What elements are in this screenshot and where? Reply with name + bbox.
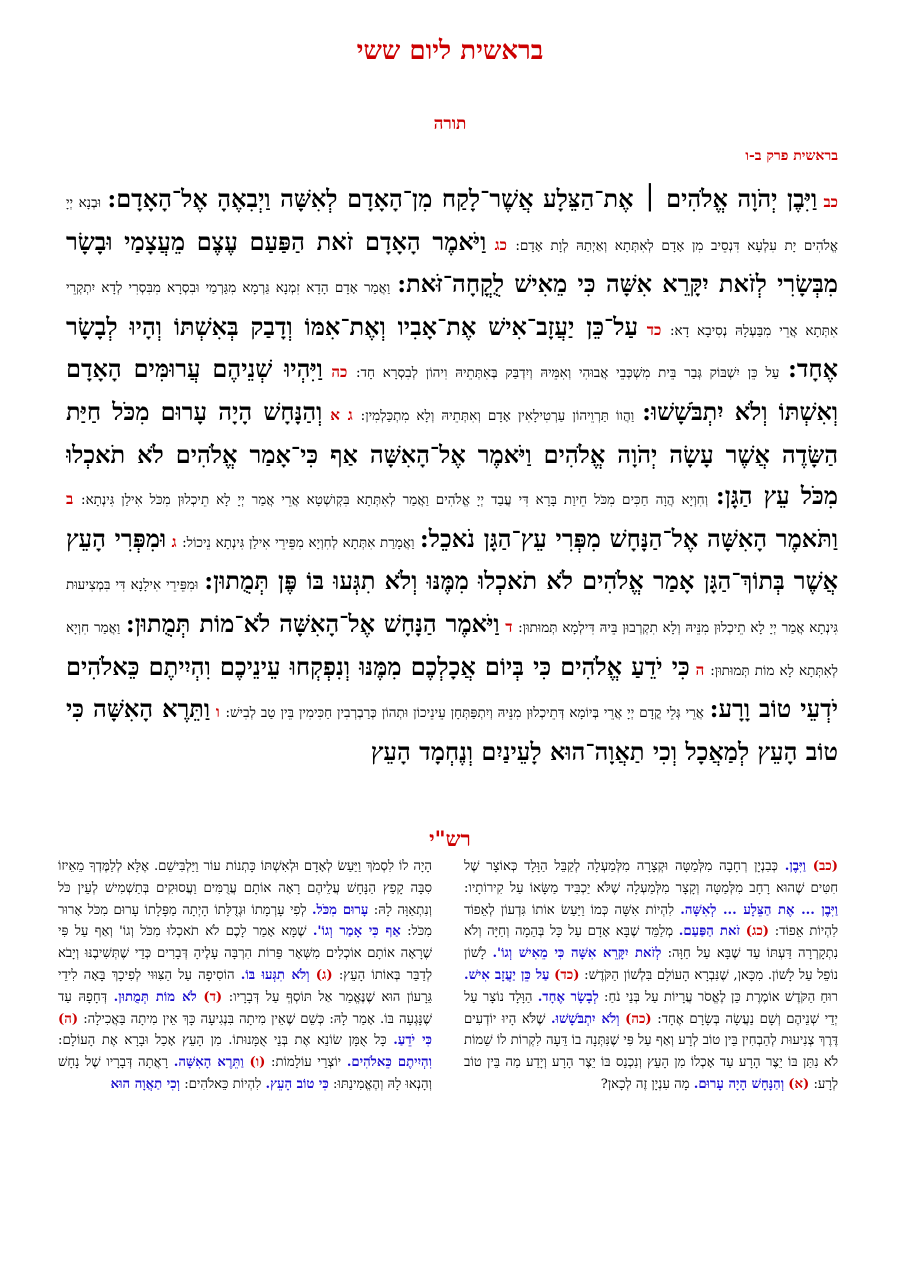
rashi-dibur-hamatchil: זֹאת הַפַּעַם. xyxy=(678,924,741,940)
targum-verse: וּבְנָא יְיָ אֱלֹהִים יָת עִלְעָא דִּנְסֵיב מִן אָדָם לְאִתְּתָא וְאַיְתַהּ לְוָת אָדָם: xyxy=(66,195,838,254)
rashi-column-right xyxy=(464,856,838,1258)
rashi-dibur-hamatchil: וְלֹא יִתְבֹּשָׁשׁוּ. xyxy=(551,1011,620,1027)
rashi-comment-text: מָה עִנְיָן זֶה לְכָאן? xyxy=(600,1076,690,1092)
rashi-column-left xyxy=(58,856,432,1258)
rashi-comment xyxy=(180,1077,329,1092)
rashi-comment-text: יוֹצְרֵי עוֹלָמוֹת: xyxy=(271,1055,342,1071)
rashi-dibur-hamatchil: וְכִי תַאֲוָה הוּא xyxy=(110,1076,181,1092)
verse-number: כב xyxy=(823,193,838,211)
torah-verse: עַל־כֵּן יַעֲזָב־אִישׁ אֶת־אָבִיו וְאֶת־אִמּוֹ וְדָבַק בְּאִשְׁתּוֹ וְהָיוּ לְבָשָׂר אֶחָד: xyxy=(66,311,838,384)
targum-verse: וַאֲמַר אָדָם הָדָא זִמְנָא גַּרְמָא מִגַּרְמַי וּבִסְרָא מִבִּסְרִי לְדָא יִתְקְרֵי אִתְּתָא אֲרֵי מִבַּעְלָהּ נְסִיבָא דָא: xyxy=(66,280,838,339)
torah-verse: וַיֹּאמֶר הָאָדָם זֹאת הַפַּעַם עֶצֶם מֵעֲצָמַי וּבָשָׂר מִבְּשָׂרִי לְזֹאת יִקָּרֵא אִשָּׁה כִּי מֵאִישׁ לֻקֳחָה־זֹּאת: xyxy=(66,226,838,299)
rashi-comment xyxy=(464,859,838,896)
verse-number: ו xyxy=(215,703,220,722)
rashi-verse-marker: (ד) xyxy=(203,989,223,1005)
rashi-comment-text: הָיָה לוֹ לִסְמֹךְ וַיַּעַשׂ לְאָדָם וּלְאִשְׁתּוֹ כָּתְנוֹת עוֹר וַיַּלְבִּישֵׁם. אֶלָּא לְלַמֶּדְךָ מֵאֵיזוֹ סִבָּה קָפַץ הַנָּחָשׁ עֲלֵיהֶם רָאָה אוֹתָם עֲרֻמִּים וַעֲסוּקִים בְּתַשְׁמִישׁ לְעֵין כֹּל וְנִתְאַוָּה לָהּ: xyxy=(58,859,432,918)
verse-number: כה xyxy=(331,363,348,382)
rashi-dibur-hamatchil: עָרוּם מִכֹּל. xyxy=(311,902,369,918)
verse-number: ג xyxy=(171,532,177,551)
torah-verse: וַיִּהְיוּ שְׁנֵיהֶם עֲרוּמִּים הָאָדָם וְאִשְׁתּוֹ וְלֹא יִתְבֹּשָׁשׁוּ: xyxy=(66,354,838,426)
verse-number: ד xyxy=(505,617,513,636)
rashi-verse-marker: (כד) xyxy=(554,967,580,983)
rashi-comment xyxy=(601,1077,809,1092)
rashi-comment-text: לָשׁוֹן נוֹפֵל עַל לָשׁוֹן. מִכָּאן, שֶׁנִּבְרָא הָעוֹלָם בִּלְשׁוֹן הַקֹּדֶשׁ: xyxy=(464,946,838,983)
rashi-dibur-hamatchil: וַיִּבֶן ... אֶת הַצֵּלָע ... לְאִשָּׁה. xyxy=(680,902,838,918)
rashi-dibur-hamatchil: כִּי טוֹב הָעֵץ. xyxy=(265,1076,329,1092)
targum-verse: וְחִוְיָא הֲוָה חַכִּים מִכֹּל חֵיוַת בָּרָא דִּי עֲבַד יְיָ אֱלֹהִים וַאֲמַר לְאִתְּתָא בִּקְושְׁטָא אֲרֵי אֲמַר יְיָ לָא תֵיכְלוּן מִכֹּל אִילַן גִּינְתָא: xyxy=(81,492,709,509)
rashi-verse-marker: (ו) xyxy=(249,1055,266,1071)
torah-verse: וַתֵּרֶא הָאִשָּׁה כִּי טוֹב הָעֵץ לְמַאֲכָל וְכִי תַאֲוָה־הוּא לָעֵינַיִם וְנֶחְמָד הָעֵץ xyxy=(66,694,838,766)
rashi-comment-text: כָּל אֻמָּן שׂוֹנֵא אֶת בְּנֵי אֻמָּנוּתוֹ. מִן הָעֵץ אָכַל וּבָרָא אֶת הָעוֹלָם: xyxy=(58,1033,387,1049)
verse-number: ה xyxy=(695,660,705,679)
rashi-comment-text: שֶׁלֹּא הָיוּ יוֹדְעִים דֶּרֶךְ צְנִיעוּת לְהַבְחִין בֵּין טוֹב לְרָע וְאַף עַל פִּי שֶׁנִּתְּנָה בוֹ דֵּעָה לִקְרוֹת לוֹ שֵׁמוֹת לֹא נִתַּן בּוֹ יֵצֶר הָרָע עַד אָכְלוֹ מִן הָעֵץ וְנִכְנַס בּוֹ יֵצֶר הָרָע וְיָדַע מַה בֵּין טוֹב לְרָע: xyxy=(464,1011,838,1092)
rashi-verse-marker: (ה) xyxy=(58,1011,79,1027)
rashi-comment-text: הוֹסִיפָה עַל הַצִּוּוּי לְפִיכָךְ בָּאָה לִידֵי גֵּרָעוֹן הוּא שֶׁנֶּאֱמַר אַל תּוֹסְףְּ עַל דְּבָרָיו: xyxy=(58,967,432,1005)
rashi-comment-text: דְּחָפָהּ עַד שֶׁנָּגְעָה בּוֹ. אָמַר לָהּ: כְּשֵׁם שֶׁאֵין מִיתָה בִּנְגִיעָה כָּךְ אֵין מִיתָה בַּאֲכִילָה: xyxy=(58,989,432,1027)
torah-verse: וַיֹּאמֶר הַנָּחָשׁ אֶל־הָאִשָּׁה לֹא־מוֹת תְּמֻתוּן: xyxy=(125,608,500,638)
verse-number: ב xyxy=(66,490,74,509)
torah-verse: וְהַנָּחָשׁ הָיָה עָרוּם מִכֹּל חַיַּת הַשָּׂדֶה אֲשֶׁר עָשָׂה יְהֹוָה אֱלֹהִים וַיֹּאמֶר אֶל־הָאִשָּׁה אַף כִּי־אָמַר אֱלֹהִים לֹא תֹאכְלוּ מִכֹּל עֵץ הַגָּן: xyxy=(66,396,838,511)
rashi-verse-marker: (ג) xyxy=(315,967,333,983)
rashi-comment xyxy=(265,1055,432,1070)
targum-verse: וַהֲווֹ תַּרְוֵיהוֹן עַרְטִילָאִין אָדָם וְאִתְּתֵיהּ וְלָא מִתְכַּלְמִין: xyxy=(360,407,635,424)
torah-verse: וַתֹּאמֶר הָאִשָּׁה אֶל־הַנָּחָשׁ מִפְּרִי עֵץ־הַגָּן נֹאכֵל: xyxy=(419,523,838,553)
verse-number: א xyxy=(330,405,340,424)
rashi-heading: רש"י xyxy=(429,826,471,851)
rashi-comment-text: רוּחַ הַקֹּדֶשׁ אוֹמֶרֶת כֵּן לֶאֱסֹר עֲרָיוֹת עַל בְּנֵי נֹחַ: xyxy=(604,989,838,1005)
torah-verse: וּמִפְּרִי הָעֵץ אֲשֶׁר בְּתוֹךְ־הַגָּן אָמַר אֱלֹהִים לֹא תֹאכְלוּ מִמֶּנּוּ וְלֹא תִגְּעוּ בּוֹ פֶּן תְּמֻתוּן: xyxy=(66,523,838,596)
targum-verse: וּמִפֵּירֵי אִילָנָא דִּי בִּמְצִיעוּת גִּינְתָא אֲמַר יְיָ לָא תֵיכְלוּן מִנֵּיהּ וְלָא תִקְרְבוּן בֵּיהּ דִּילְמָא תְּמוּתוּן: xyxy=(66,577,838,636)
rashi-dibur-hamatchil: וְהַנָּחָשׁ הָיָה עָרוּם. xyxy=(693,1076,785,1092)
verse-number: כד xyxy=(646,320,662,339)
rashi-verse-marker: (כב) xyxy=(812,859,838,874)
torah-verse: כִּי יֹדֵעַ אֱלֹהִים כִּי בְּיוֹם אֲכָלְכֶם מִמֶּנּוּ וְנִפְקְחוּ עֵינֵיכֶם וִהְיִיתֶם כֵּאלֹהִים יֹדְעֵי טוֹב וָרָע: xyxy=(66,651,838,724)
rashi-dibur-hamatchil: אַף כִּי אָמַר וְגוֹ'. xyxy=(312,924,401,940)
rashi-verse-marker: (כג) xyxy=(745,924,770,940)
rashi-dibur-hamatchil: וִהְיִיתֶם כֵּאלֹהִים. xyxy=(346,1055,432,1071)
rashi-comment xyxy=(111,1077,180,1092)
torah-verse: וַיִּבֶן יְהֹוָה אֱלֹהִים ׀ אֶת־הַצֵּלָע אֲשֶׁר־לָקַח מִן־הָאָדָם לְאִשָּׁה וַיְבִאֶהָ אֶל־הָאָדָם: xyxy=(107,184,818,213)
targum-verse: וַאֲמָרַת אִתְּתָא לְחִוְיָא מִפֵּירֵי אִילַן גִּינְתָא נֵיכוֹל: xyxy=(182,534,415,551)
page-title: בראשית ליום ששי xyxy=(356,36,544,66)
rashi-dibur-hamatchil: וַתֵּרֶא הָאִשָּׁה. xyxy=(173,1055,244,1071)
rashi-comment-text: רָאֲתָה דְּבָרָיו שֶׁל נָחָשׁ וְהָנְאוּ לָהּ וְהֶאֱמִינַתּוּ: xyxy=(58,1055,432,1092)
torah-text-block xyxy=(66,180,838,820)
chapter-number: ג xyxy=(347,405,353,424)
targum-verse: וַאֲמַר חִוְיָא לְאִתְּתָא לָא מוֹת תְּמוּתוּן: xyxy=(66,619,838,679)
rashi-comment-text: מְלַמֵּד שֶׁבָּא אָדָם עַל כָּל בְּהֵמָה וְחַיָּה וְלֹא נִתְקָרְרָה דַּעְתּוֹ עַד שֶׁבָּא עַל חַוָּה: xyxy=(464,924,838,962)
targum-verse: אֲרֵי גְּלֵי קֳדָם יְיָ אֲרֵי בְּיוֹמָא דְּתֵיכְלוּן מִנֵּיהּ וְיִתְפַּתְּחָן עֵינֵיכוֹן וּתְהוֹן כְּרַבְרְבִין חַכִּימִין בֵּין טַב לְבִישׁ: xyxy=(225,705,704,722)
rashi-verse-marker: (א) xyxy=(788,1076,810,1092)
rashi-comment-text: כְּבִנְיָן רְחָבָה מִלְּמַטָּה וּקְצָרָה מִלְּמַעְלָה לְקַבֵּל הַוָּלָד כְּאוֹצָר שֶׁל חִטִּים שֶׁהוּא רָחָב מִלְּמַטָּה וְקָצָר מִלְּמַעְלָה שֶׁלֹּא יַכְבִּיד מַשָּׂאוֹ עַל קִירוֹתָיו: xyxy=(464,859,838,896)
rashi-comment-text: לִהְיוֹת כֵּאלֹהִים: xyxy=(184,1076,262,1092)
rashi-dibur-hamatchil: כִּי יֹדֵעַ. xyxy=(393,1033,432,1049)
chapter-reference: בראשית פרק ב-ו xyxy=(745,148,838,164)
targum-verse: עַל כֵּן יִשְׁבּוֹק גְּבַר בֵּית מִשְׁכְּבֵי אֲבוּהִי וְאִמֵּיהּ וְיִדְבַּק בְּאִתְּתֵיהּ וִיהוֹן לְבִסְרָא חָד: xyxy=(355,365,780,382)
rashi-comment-text: לִהְיוֹת אִשָּׁה כְּמוֹ וַיַּעַשׂ אוֹתוֹ גִּדְעוֹן לְאֵפוֹד לִהְיוֹת אֵפוֹד: xyxy=(464,902,838,940)
rashi-comment-text: לְפִי עָרְמָתוֹ וּגְדֻלָּתוֹ הָיְתָה מַפָּלָתוֹ עָרוּם מִכֹּל אָרוּר מִכֹּל: xyxy=(58,902,432,940)
rashi-dibur-hamatchil: וַיִּבֶן. xyxy=(784,859,806,874)
verse-number: כג xyxy=(494,235,507,254)
rashi-dibur-hamatchil: לְבָשָׂר אֶחָד. xyxy=(537,989,599,1005)
rashi-dibur-hamatchil: וְלֹא תִגְּעוּ בּוֹ. xyxy=(240,967,310,983)
rashi-verse-marker: (כה) xyxy=(625,1011,652,1027)
rashi-commentary xyxy=(58,856,838,1258)
rashi-comment-text: הַוָּלָד נוֹצָר עַל יְדֵי שְׁנֵיהֶם וְשָׁם נַעֲשָׂה בְּשָׂרָם אֶחָד: xyxy=(464,989,838,1027)
rashi-dibur-hamatchil: לְזֹאת יִקָּרֵא אִשָּׁה כִּי מֵאִישׁ וְגוֹ'. xyxy=(492,946,662,962)
rashi-dibur-hamatchil: לֹא מוֹת תְּמֻתוּן. xyxy=(113,989,197,1005)
rashi-comment-text: שֶׁמָּא אָמַר לָכֶם לֹא תֹאכְלוּ מִכֹּל וְגוֹ' וְאַף עַל פִּי שֶׁרָאָה אוֹתָם אוֹכְלִים מִשְּׁאָר פֵּרוֹת הִרְבָּה עָלֶיהָ דְּבָרִים כְּדֵי שֶׁתְּשִׁיבֶנּוּ וְיָבֹא לְדַבֵּר בְּאוֹתוֹ הָעֵץ: xyxy=(58,924,432,983)
rashi-dibur-hamatchil: עַל כֵּן יַעֲזָב אִישׁ. xyxy=(464,967,550,983)
section-subtitle: תורה xyxy=(433,114,467,134)
